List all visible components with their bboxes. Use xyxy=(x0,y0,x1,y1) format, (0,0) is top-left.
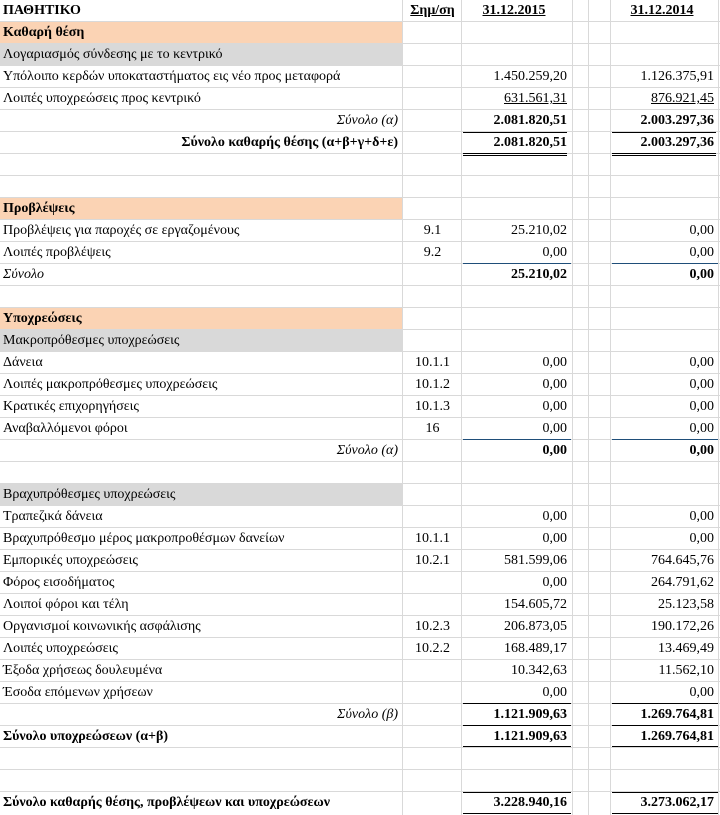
row-value-2014: 0,00 xyxy=(689,377,714,392)
total-liabilities-label: Σύνολο υποχρεώσεων (α+β) xyxy=(3,729,169,744)
row-note: 10.1.1 xyxy=(415,355,450,370)
rule xyxy=(612,792,718,793)
section-title-equity: Καθαρή θέση xyxy=(3,25,85,40)
table-row xyxy=(0,418,720,440)
table-row xyxy=(0,352,720,374)
row-label: Αναβαλλόμενοι φόροι xyxy=(3,421,128,436)
row-value-2014: 0,00 xyxy=(689,223,714,238)
row-label: Τραπεζικά δάνεια xyxy=(3,509,103,524)
subtotal-value-2014: 0,00 xyxy=(689,443,714,458)
total-liabilities-2014: 1.269.764,81 xyxy=(640,729,714,744)
row-note xyxy=(404,660,461,681)
subsection-title-long-term: Μακροπρόθεσμες υποχρεώσεις xyxy=(3,333,180,348)
row-label: Έξοδα χρήσεως δουλευμένα xyxy=(3,663,163,678)
empty-row xyxy=(0,286,720,308)
row-value-2014: 0,00 xyxy=(689,685,714,700)
total-equity-2015: 2.081.820,51 xyxy=(493,135,567,150)
row-value-2014: 0,00 xyxy=(689,421,714,436)
row-value-2015: 0,00 xyxy=(542,421,567,436)
row-note: 10.1.1 xyxy=(415,531,450,546)
subtotal-value-2015: 1.121.909,63 xyxy=(493,707,567,722)
row-value-2014: 0,00 xyxy=(689,399,714,414)
row-label: Κρατικές επιχορηγήσεις xyxy=(3,399,139,414)
row-note: 10.2.2 xyxy=(415,641,450,656)
row-note: 9.1 xyxy=(423,223,442,238)
row-value-2014: 190.172,26 xyxy=(651,619,714,634)
row-value-2015: 0,00 xyxy=(542,399,567,414)
empty-row xyxy=(0,748,720,770)
row-value-2015: 25.210,02 xyxy=(511,223,567,238)
row-note: 10.1.3 xyxy=(415,399,450,414)
empty-row xyxy=(0,770,720,792)
rule xyxy=(463,746,571,747)
grand-total-2015: 3.228.940,16 xyxy=(493,795,567,810)
row-value-2015: 0,00 xyxy=(542,377,567,392)
table-row xyxy=(0,682,720,704)
empty-row xyxy=(0,176,720,198)
row-value-2014: 0,00 xyxy=(689,531,714,546)
table-row xyxy=(0,528,720,550)
section-row xyxy=(0,22,720,44)
empty-row xyxy=(0,154,720,176)
row-label: Λοιπές μακροπρόθεσμες υποχρεώσεις xyxy=(3,377,218,392)
row-value-2014: 264.791,62 xyxy=(651,575,714,590)
row-note xyxy=(404,682,461,703)
table-row xyxy=(0,616,720,638)
empty-row xyxy=(0,462,720,484)
row-label: Εμπορικές υποχρεώσεις xyxy=(3,553,138,568)
row-value-2015: 0,00 xyxy=(542,245,567,260)
total-liabilities-2015: 1.121.909,63 xyxy=(493,729,567,744)
total-row xyxy=(0,726,720,748)
grand-total-2014: 3.273.062,17 xyxy=(640,795,714,810)
row-note: 10.2.3 xyxy=(415,619,450,634)
row-value-2015: 0,00 xyxy=(542,685,567,700)
row-note xyxy=(404,506,461,527)
subtotal-row xyxy=(0,110,720,132)
row-note xyxy=(404,88,461,109)
table-row xyxy=(0,396,720,418)
row-note: 10.1.2 xyxy=(415,377,450,392)
rule xyxy=(612,746,718,747)
row-value-2014: 0,00 xyxy=(689,509,714,524)
subtotal-value-2014: 2.003.297,36 xyxy=(640,113,714,128)
row-value-2015: 168.489,17 xyxy=(504,641,567,656)
table-row xyxy=(0,220,720,242)
row-note xyxy=(404,572,461,593)
row-note: 9.2 xyxy=(423,245,442,260)
table-row xyxy=(0,506,720,528)
row-value-2014: 11.562,10 xyxy=(658,663,714,678)
total-equity-label: Σύνολο καθαρής θέσης (α+β+γ+δ+ε) xyxy=(181,135,398,150)
row-value-2015: 631.561,31 xyxy=(504,91,567,106)
grand-total-row xyxy=(0,792,720,814)
section-title-provisions: Προβλέψεις xyxy=(3,201,75,216)
row-value-2014: 25.123,58 xyxy=(658,597,714,612)
row-value-2014: 764.645,76 xyxy=(651,553,714,568)
row-value-2014: 0,00 xyxy=(689,245,714,260)
row-value-2014: 1.126.375,91 xyxy=(640,69,714,84)
row-value-2014: 13.469,49 xyxy=(658,641,714,656)
row-label: Δάνεια xyxy=(3,355,43,370)
subtotal-label: Σύνολο (α) xyxy=(336,443,398,458)
total-row xyxy=(0,132,720,154)
subsection-row xyxy=(0,330,720,352)
table-row xyxy=(0,550,720,572)
row-value-2015: 0,00 xyxy=(542,355,567,370)
section-title-liabilities: Υποχρεώσεις xyxy=(3,311,82,326)
row-label: Λοιπές υποχρεώσεις προς κεντρικό xyxy=(3,91,201,106)
subtotal-row xyxy=(0,440,720,462)
row-label: Έσοδα επόμενων χρήσεων xyxy=(3,685,153,700)
row-note xyxy=(404,594,461,615)
row-label: Φόρος εισοδήματος xyxy=(3,575,115,590)
row-value-2014: 0,00 xyxy=(689,355,714,370)
row-label: Προβλέψεις για παροχές σε εργαζομένους xyxy=(3,223,240,238)
subtotal-label: Σύνολο xyxy=(3,267,45,282)
row-note: 10.2.1 xyxy=(415,553,450,568)
year2-header: 31.12.2014 xyxy=(630,3,694,18)
row-value-2015: 10.342,63 xyxy=(511,663,567,678)
total-equity-2014: 2.003.297,36 xyxy=(640,135,714,150)
row-value-2015: 581.599,06 xyxy=(504,553,567,568)
rule xyxy=(612,813,718,814)
table-row xyxy=(0,594,720,616)
rule xyxy=(463,813,571,814)
table-row xyxy=(0,242,720,264)
row-note: 16 xyxy=(425,421,440,436)
rule xyxy=(463,132,567,133)
row-label: Βραχυπρόθεσμο μέρος μακροπροθέσμων δανείων xyxy=(3,531,285,546)
table-row xyxy=(0,88,720,110)
subsection-title-head-office: Λογαριασμός σύνδεσης με το κεντρικό xyxy=(3,47,223,62)
subtotal-value-2014: 1.269.764,81 xyxy=(640,707,714,722)
section-row xyxy=(0,198,720,220)
table-row xyxy=(0,66,720,88)
subtotal-row xyxy=(0,264,720,286)
row-value-2015: 1.450.259,20 xyxy=(493,69,567,84)
section-row xyxy=(0,308,720,330)
row-label: Υπόλοιπο κερδών υποκαταστήματος εις νέο προς μεταφορά xyxy=(3,69,341,84)
row-note xyxy=(404,66,461,87)
subtotal-row xyxy=(0,704,720,726)
subtotal-label: Σύνολο (α) xyxy=(336,113,398,128)
row-label: Λοιποί φόροι και τέλη xyxy=(3,597,129,612)
subtotal-value-2014: 0,00 xyxy=(689,267,714,282)
row-label: Λοιπές υποχρεώσεις xyxy=(3,641,118,656)
subsection-title-short-term: Βραχυπρόθεσμες υποχρεώσεις xyxy=(3,487,176,502)
row-label: Οργανισμοί κοινωνικής ασφάλισης xyxy=(3,619,201,634)
header-row xyxy=(0,0,720,22)
table-row xyxy=(0,660,720,682)
rule xyxy=(463,792,571,793)
subtotal-label: Σύνολο (β) xyxy=(337,707,398,722)
grand-total-label: Σύνολο καθαρής θέσης, προβλέψεων και υποχρεώσεων xyxy=(3,795,331,810)
row-value-2015: 0,00 xyxy=(542,509,567,524)
row-value-2014: 876.921,45 xyxy=(651,91,714,106)
table-row xyxy=(0,374,720,396)
subtotal-value-2015: 25.210,02 xyxy=(511,267,567,282)
year1-header: 31.12.2015 xyxy=(482,3,546,18)
row-label: Λοιπές προβλέψεις xyxy=(3,245,111,260)
row-value-2015: 206.873,05 xyxy=(504,619,567,634)
row-value-2015: 0,00 xyxy=(542,531,567,546)
row-value-2015: 0,00 xyxy=(542,575,567,590)
table-row xyxy=(0,572,720,594)
subtotal-value-2015: 2.081.820,51 xyxy=(493,113,567,128)
subsection-row xyxy=(0,44,720,66)
subtotal-value-2015: 0,00 xyxy=(542,443,567,458)
rule xyxy=(612,132,716,133)
note-column-header: Σημ/ση xyxy=(410,3,455,18)
page-title: ΠΑΘΗΤΙΚΟ xyxy=(3,3,81,18)
row-value-2015: 154.605,72 xyxy=(504,597,567,612)
subsection-row xyxy=(0,484,720,506)
table-row xyxy=(0,638,720,660)
